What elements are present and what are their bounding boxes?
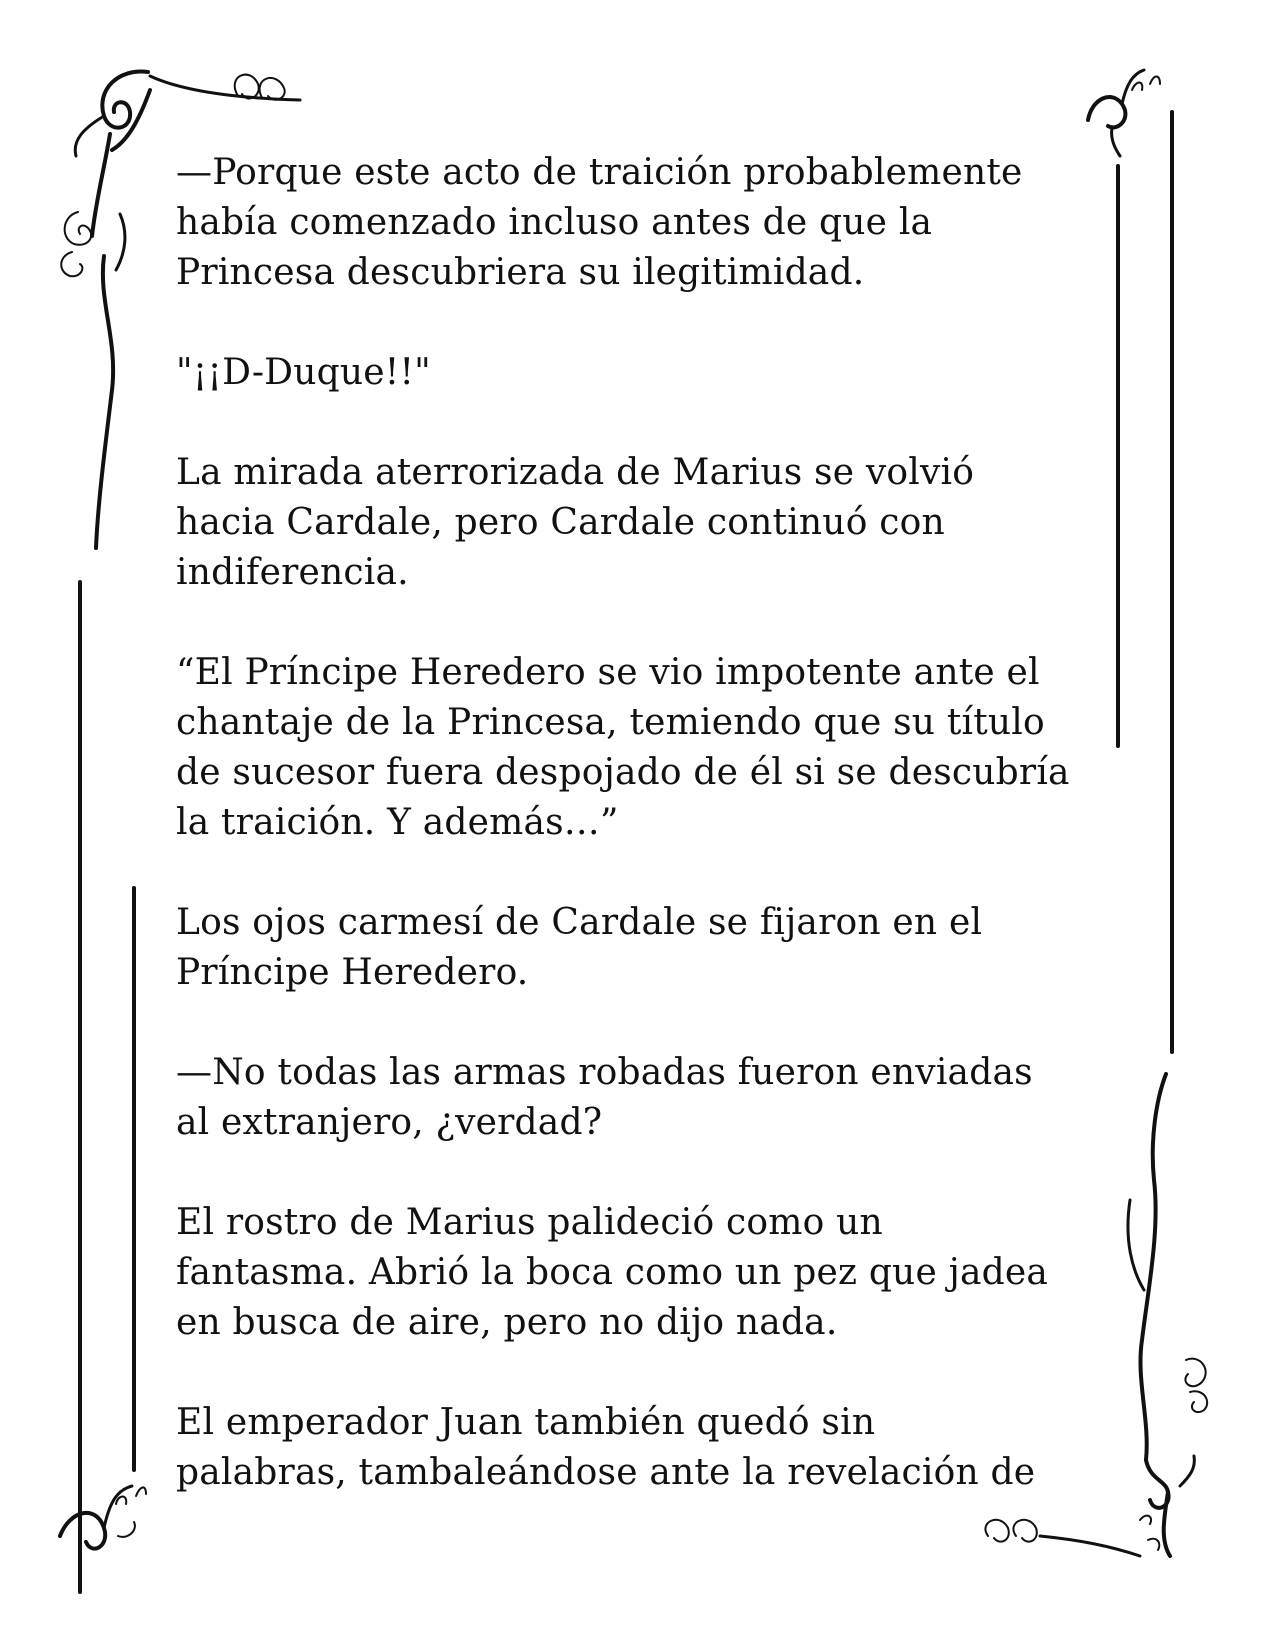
paragraph-4: “El Príncipe Heredero se vio impotente ante el chantaje de la Princesa, temiendo que su título de sucesor fuera despojado de él si se descubría la traición. Y además…” [176,652,1070,843]
story-text [176,148,1116,1498]
paragraph-7: El rostro de Marius palideció como un fantasma. Abrió la boca como un pez que jadea en busca de aire, pero no dijo nada. [176,1202,1049,1343]
paragraph-8: El emperador Juan también quedó sin palabras, tambaleándose ante la revelación de [176,1402,1036,1493]
paragraph-3: La mirada aterrorizada de Marius se volvió hacia Cardale, pero Cardale continuó con indiferencia. [176,452,975,593]
paragraph-5: Los ojos carmesí de Cardale se fijaron en el Príncipe Heredero. [176,902,983,993]
paragraph-2: "¡¡D-Duque!!" [176,352,431,393]
paragraph-1: —Porque este acto de traición probablemente había comenzado incluso antes de que la Princesa descubriera su ilegitimidad. [176,152,1023,293]
bottom-left-flourish-icon [60,1486,146,1549]
paragraph-6: —No todas las armas robadas fueron enviadas al extranjero, ¿verdad? [176,1052,1033,1143]
top-right-flourish-icon [1088,70,1160,156]
